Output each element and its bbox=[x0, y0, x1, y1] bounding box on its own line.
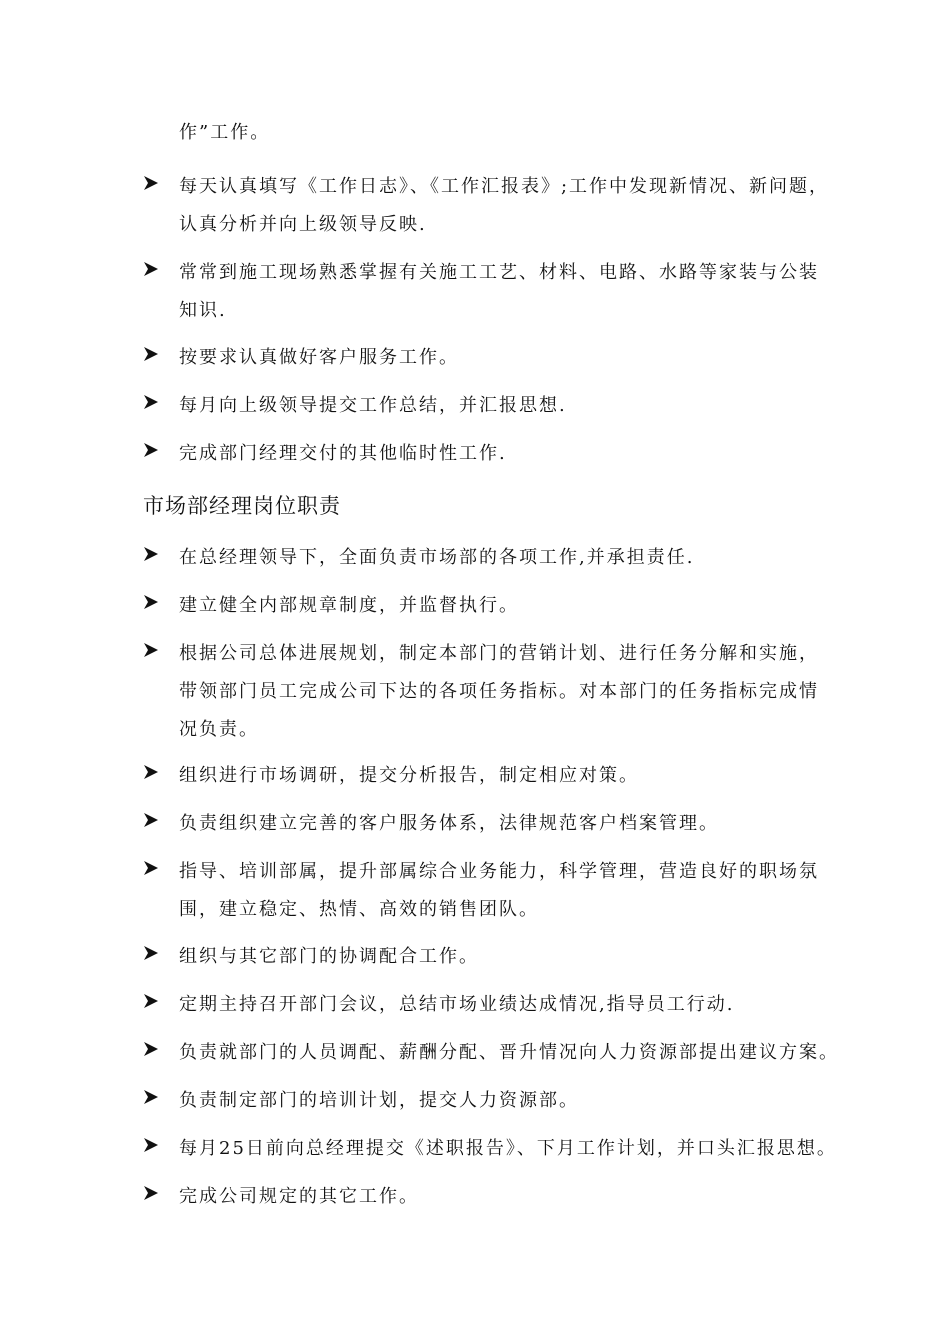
list-item-text: 每天认真填写《工作日志》、《工作汇报表》;工作中发现新情况、新问题， 认真分析并向上级领导反映. bbox=[179, 176, 830, 235]
list-item-text: 每月25日前向总经理提交《述职报告》、下月工作计划，并口头汇报思想。 bbox=[179, 1138, 837, 1159]
list-item-text: 指导、培训部属，提升部属综合业务能力，科学管理，营造良好的职场氛 围，建立稳定、热情、高效的销售团队。 bbox=[179, 861, 819, 920]
arrow-bullet-icon bbox=[143, 853, 159, 883]
list-item-text: 常常到施工现场熟悉掌握有关施工工艺、材料、电路、水路等家装与公装 知识. bbox=[179, 262, 819, 321]
arrow-bullet-icon bbox=[143, 339, 159, 369]
list-item-text: 组织与其它部门的协调配合工作。 bbox=[179, 946, 479, 967]
arrow-bullet-icon bbox=[143, 635, 159, 665]
list-item-text: 负责制定部门的培训计划，提交人力资源部。 bbox=[179, 1090, 579, 1111]
list-item-text: 按要求认真做好客户服务工作。 bbox=[179, 347, 459, 368]
arrow-bullet-icon bbox=[143, 1082, 159, 1112]
arrow-bullet-icon bbox=[143, 986, 159, 1016]
arrow-bullet-icon bbox=[143, 1130, 159, 1160]
list-item-text: 每月向上级领导提交工作总结，并汇报思想. bbox=[179, 395, 567, 416]
list-item-text: 建立健全内部规章制度，并监督执行。 bbox=[179, 595, 519, 616]
arrow-bullet-icon bbox=[143, 435, 159, 465]
arrow-bullet-icon bbox=[143, 168, 159, 198]
list-item-text: 在总经理领导下，全面负责市场部的各项工作,并承担责任. bbox=[179, 547, 695, 568]
arrow-bullet-icon bbox=[143, 539, 159, 569]
list-item-text: 负责组织建立完善的客户服务体系，法律规范客户档案管理。 bbox=[179, 813, 719, 834]
arrow-bullet-icon bbox=[143, 254, 159, 284]
arrow-bullet-icon bbox=[143, 387, 159, 417]
continuation-text: 作”工作。 bbox=[179, 122, 271, 143]
arrow-bullet-icon bbox=[143, 1178, 159, 1208]
arrow-bullet-icon bbox=[143, 587, 159, 617]
arrow-bullet-icon bbox=[143, 805, 159, 835]
arrow-bullet-icon bbox=[143, 1034, 159, 1064]
list-item-text: 根据公司总体进展规划，制定本部门的营销计划、进行任务分解和实施， 带领部门员工完成公司下达的各项任务指标。对本部门的任务指标完成情 况负责。 bbox=[179, 643, 819, 740]
section-heading: 市场部经理岗位职责 bbox=[143, 494, 341, 518]
list-item-text: 负责就部门的人员调配、薪酬分配、晋升情况向人力资源部提出建议方案。 bbox=[179, 1042, 839, 1063]
arrow-bullet-icon bbox=[143, 938, 159, 968]
list-item-text: 完成部门经理交付的其他临时性工作. bbox=[179, 443, 507, 464]
list-item-text: 完成公司规定的其它工作。 bbox=[179, 1186, 419, 1207]
arrow-bullet-icon bbox=[143, 757, 159, 787]
list-item-text: 组织进行市场调研，提交分析报告，制定相应对策。 bbox=[179, 765, 639, 786]
list-item-text: 定期主持召开部门会议，总结市场业绩达成情况,指导员工行动. bbox=[179, 994, 735, 1015]
